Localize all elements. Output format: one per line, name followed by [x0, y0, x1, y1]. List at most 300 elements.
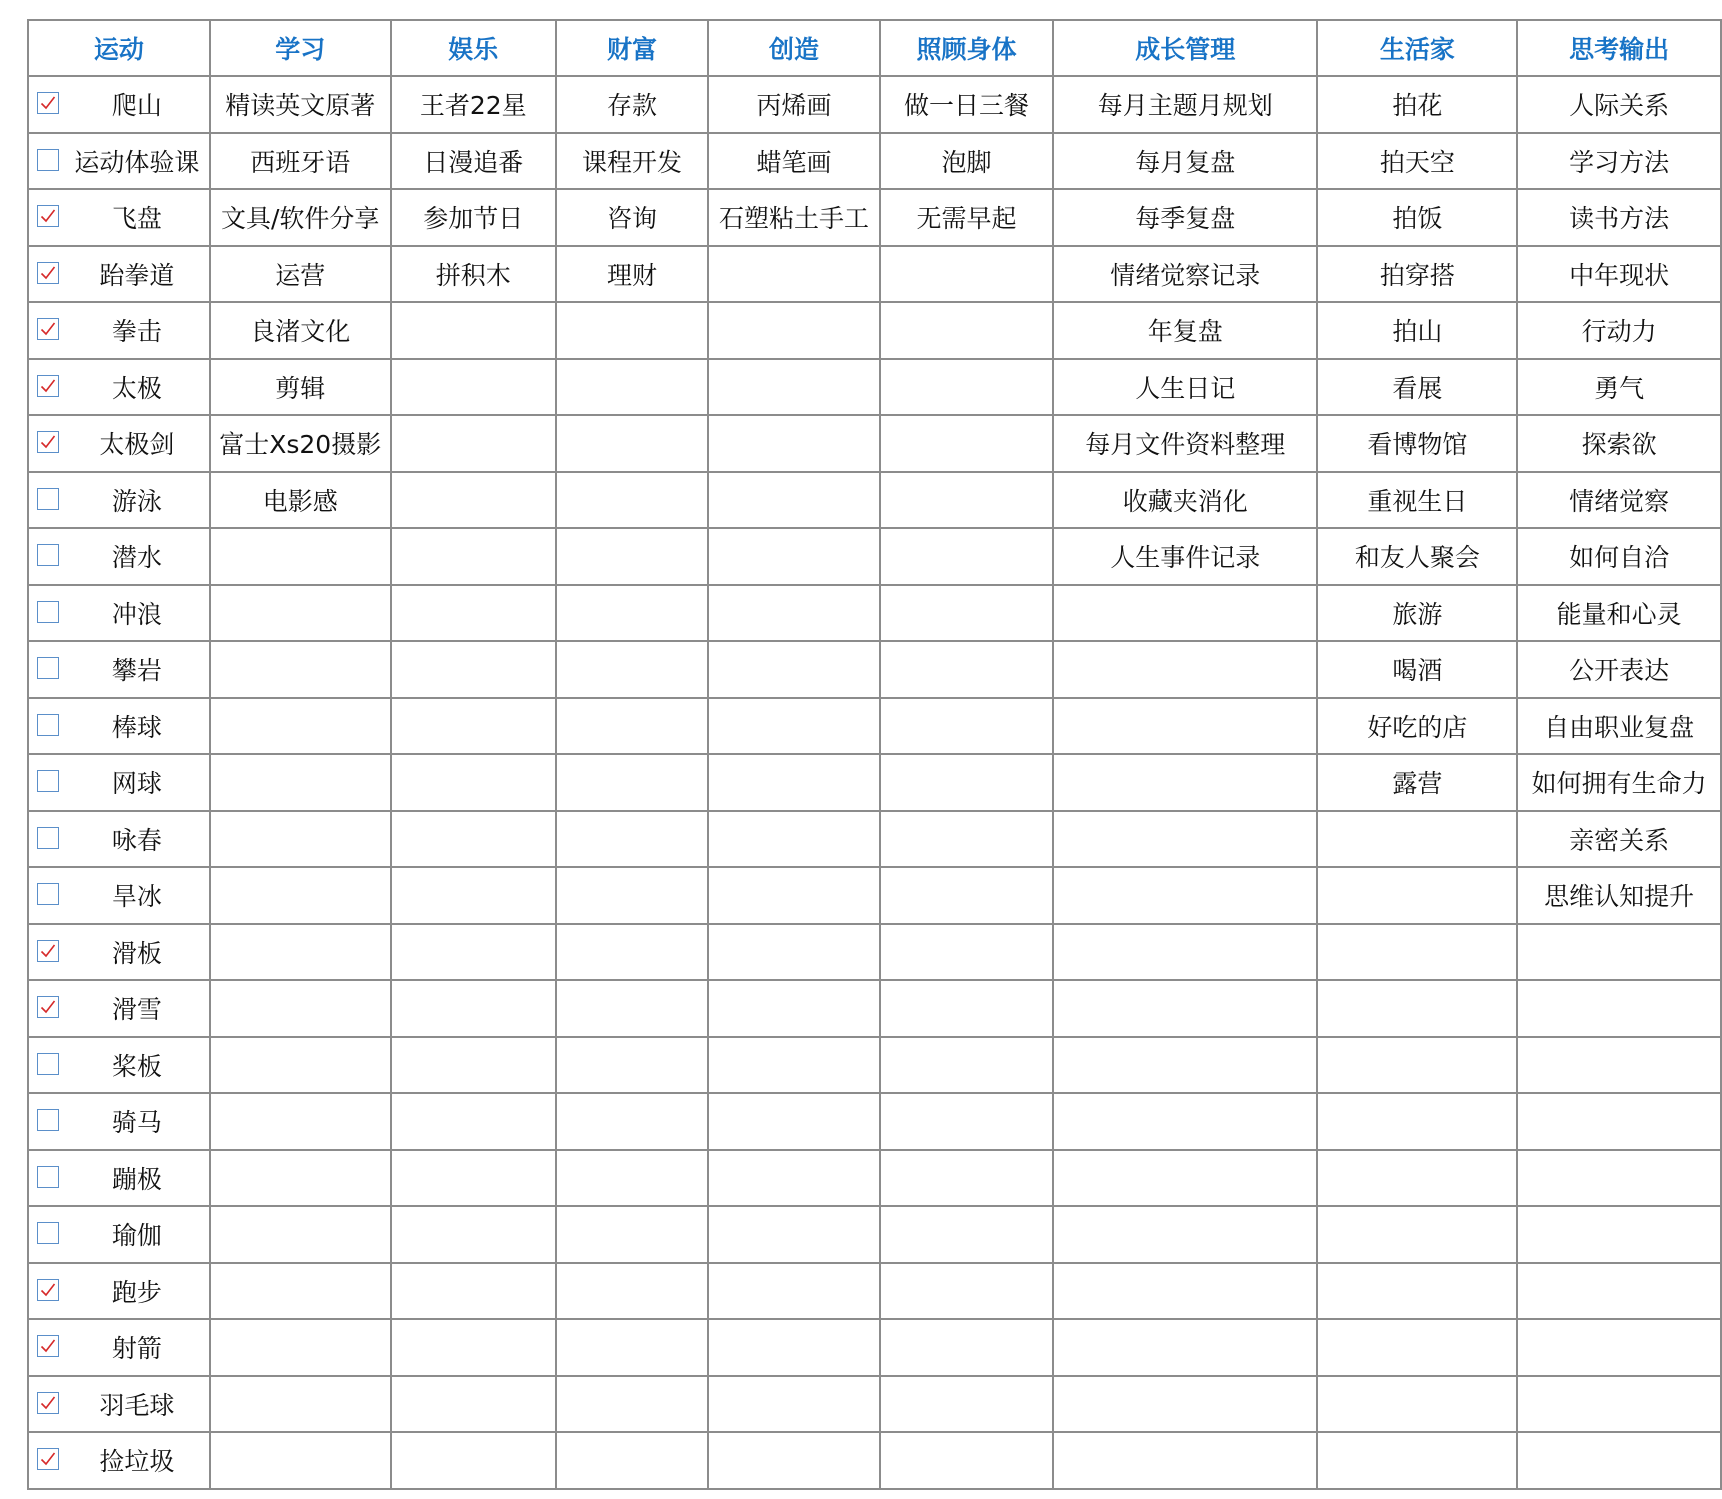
sport-label: 瑜伽 [111, 1221, 162, 1251]
create-cell [708, 924, 880, 981]
body-care-cell [880, 1319, 1053, 1376]
wealth-cell [556, 1432, 708, 1489]
entertainment-cell [391, 1319, 556, 1376]
sport-cell [28, 133, 210, 190]
study-cell [210, 1037, 391, 1094]
body-care-cell [880, 246, 1053, 303]
thinking-output-cell [1517, 980, 1721, 1037]
body-care-cell [880, 472, 1053, 529]
entertainment-cell [391, 1093, 556, 1150]
table-row [28, 1263, 1721, 1320]
create-cell [708, 359, 880, 416]
lifestyle-cell: 重视生日 [1317, 472, 1517, 529]
checkmark-icon [39, 1450, 57, 1468]
wealth-cell [556, 585, 708, 642]
wealth-cell: 咨询 [556, 189, 708, 246]
sport-cell [28, 528, 210, 585]
thinking-output-cell [1517, 1206, 1721, 1263]
checkbox[interactable] [37, 1448, 59, 1470]
column-header-growth-management: 成长管理 [1053, 20, 1317, 76]
column-header-thinking-output: 思考输出 [1517, 20, 1721, 76]
study-cell: 西班牙语 [210, 133, 391, 190]
lifestyle-cell: 拍饭 [1317, 189, 1517, 246]
sport-cell [28, 472, 210, 529]
sport-label: 游泳 [111, 486, 162, 516]
sport-label: 网球 [111, 769, 162, 799]
body-care-cell [880, 1037, 1053, 1094]
entertainment-cell [391, 924, 556, 981]
body-care-cell [880, 415, 1053, 472]
lifestyle-cell: 露营 [1317, 754, 1517, 811]
create-cell: 蜡笔画 [708, 133, 880, 190]
table-row [28, 1150, 1721, 1207]
table-row [28, 754, 1721, 811]
study-cell: 富士Xs20摄影 [210, 415, 391, 472]
thinking-output-cell: 亲密关系 [1517, 811, 1721, 868]
entertainment-cell [391, 528, 556, 585]
growth-management-cell [1053, 1319, 1317, 1376]
sport-label: 滑雪 [111, 995, 162, 1025]
lifestyle-cell [1317, 924, 1517, 981]
thinking-output-cell: 探索欲 [1517, 415, 1721, 472]
growth-management-cell [1053, 754, 1317, 811]
sport-cell [28, 867, 210, 924]
table-row [28, 76, 1721, 133]
body-care-cell: 无需早起 [880, 189, 1053, 246]
checkbox[interactable] [37, 1109, 59, 1131]
sport-label: 跑步 [111, 1277, 162, 1307]
body-care-cell [880, 302, 1053, 359]
table-row [28, 641, 1721, 698]
table-row [28, 133, 1721, 190]
thinking-output-cell: 读书方法 [1517, 189, 1721, 246]
growth-management-cell [1053, 585, 1317, 642]
checkmark-icon [39, 1337, 57, 1355]
lifestyle-cell [1317, 1376, 1517, 1433]
growth-management-cell [1053, 641, 1317, 698]
wealth-cell: 课程开发 [556, 133, 708, 190]
thinking-output-cell: 如何拥有生命力 [1517, 754, 1721, 811]
lifestyle-cell: 看博物馆 [1317, 415, 1517, 472]
entertainment-cell: 日漫追番 [391, 133, 556, 190]
checkbox[interactable] [37, 1279, 59, 1301]
sport-cell [28, 1206, 210, 1263]
checkmark-icon [39, 207, 57, 225]
entertainment-cell [391, 641, 556, 698]
body-care-cell [880, 980, 1053, 1037]
growth-management-cell: 每季复盘 [1053, 189, 1317, 246]
create-cell [708, 754, 880, 811]
checkmark-icon [39, 942, 57, 960]
lifestyle-cell [1317, 1037, 1517, 1094]
wealth-cell [556, 867, 708, 924]
growth-management-cell: 人生日记 [1053, 359, 1317, 416]
table-row [28, 246, 1721, 303]
entertainment-cell [391, 754, 556, 811]
thinking-output-cell: 勇气 [1517, 359, 1721, 416]
sport-label: 羽毛球 [99, 1390, 175, 1420]
sport-cell [28, 246, 210, 303]
thinking-output-cell: 中年现状 [1517, 246, 1721, 303]
create-cell [708, 1376, 880, 1433]
checkbox[interactable] [37, 1392, 59, 1414]
entertainment-cell [391, 1263, 556, 1320]
wealth-cell [556, 1037, 708, 1094]
body-care-cell [880, 641, 1053, 698]
thinking-output-cell: 公开表达 [1517, 641, 1721, 698]
checkbox[interactable] [37, 940, 59, 962]
sport-label: 爬山 [111, 91, 162, 121]
checkmark-icon [39, 998, 57, 1016]
study-cell [210, 867, 391, 924]
wealth-cell [556, 980, 708, 1037]
header-row [28, 20, 1721, 76]
thinking-output-cell: 思维认知提升 [1517, 867, 1721, 924]
checkbox[interactable] [37, 770, 59, 792]
growth-management-cell [1053, 1150, 1317, 1207]
create-cell [708, 1037, 880, 1094]
create-cell [708, 1206, 880, 1263]
checkbox[interactable] [37, 205, 59, 227]
lifestyle-cell: 看展 [1317, 359, 1517, 416]
body-care-cell [880, 528, 1053, 585]
sport-label: 拳击 [111, 317, 162, 347]
table-row [28, 1319, 1721, 1376]
growth-management-cell: 年复盘 [1053, 302, 1317, 359]
body-care-cell [880, 867, 1053, 924]
thinking-output-cell [1517, 924, 1721, 981]
checkbox[interactable] [37, 1053, 59, 1075]
body-care-cell [880, 1263, 1053, 1320]
lifestyle-cell [1317, 1093, 1517, 1150]
wealth-cell [556, 1376, 708, 1433]
table-row [28, 1037, 1721, 1094]
sport-label: 咏春 [111, 825, 162, 855]
study-cell [210, 528, 391, 585]
study-cell [210, 585, 391, 642]
lifestyle-cell [1317, 1206, 1517, 1263]
sport-label: 冲浪 [111, 599, 162, 629]
create-cell [708, 528, 880, 585]
table-row [28, 1376, 1721, 1433]
sport-label: 潜水 [111, 543, 162, 573]
study-cell: 电影感 [210, 472, 391, 529]
entertainment-cell [391, 415, 556, 472]
sport-cell [28, 811, 210, 868]
create-cell [708, 1093, 880, 1150]
column-header-body-care: 照顾身体 [880, 20, 1053, 76]
sport-label: 蹦极 [111, 1164, 162, 1194]
growth-management-cell [1053, 1206, 1317, 1263]
sport-label: 太极 [111, 373, 162, 403]
study-cell: 良渚文化 [210, 302, 391, 359]
study-cell [210, 641, 391, 698]
wealth-cell: 理财 [556, 246, 708, 303]
lifestyle-cell [1317, 980, 1517, 1037]
thinking-output-cell [1517, 1432, 1721, 1489]
lifestyle-cell [1317, 1263, 1517, 1320]
sport-cell [28, 641, 210, 698]
create-cell [708, 246, 880, 303]
sport-cell [28, 1093, 210, 1150]
checkbox[interactable] [37, 883, 59, 905]
thinking-output-cell: 自由职业复盘 [1517, 698, 1721, 755]
table-row [28, 698, 1721, 755]
study-cell: 精读英文原著 [210, 76, 391, 133]
growth-management-cell [1053, 1432, 1317, 1489]
sport-cell [28, 359, 210, 416]
study-cell [210, 1263, 391, 1320]
column-header-create: 创造 [708, 20, 880, 76]
thinking-output-cell: 学习方法 [1517, 133, 1721, 190]
activity-table [27, 19, 1722, 1490]
wealth-cell [556, 1093, 708, 1150]
growth-management-cell [1053, 811, 1317, 868]
table-row [28, 1093, 1721, 1150]
body-care-cell [880, 359, 1053, 416]
sport-label: 骑马 [111, 1108, 162, 1138]
study-cell: 文具/软件分享 [210, 189, 391, 246]
lifestyle-cell: 和友人聚会 [1317, 528, 1517, 585]
body-care-cell [880, 754, 1053, 811]
sport-label: 太极剑 [99, 430, 175, 460]
checkbox[interactable] [37, 431, 59, 453]
wealth-cell [556, 1206, 708, 1263]
create-cell [708, 811, 880, 868]
table-row [28, 811, 1721, 868]
entertainment-cell [391, 1150, 556, 1207]
entertainment-cell [391, 472, 556, 529]
sport-cell [28, 415, 210, 472]
entertainment-cell [391, 811, 556, 868]
thinking-output-cell [1517, 1319, 1721, 1376]
body-care-cell [880, 1206, 1053, 1263]
growth-management-cell [1053, 1376, 1317, 1433]
thinking-output-cell [1517, 1150, 1721, 1207]
checkbox[interactable] [37, 488, 59, 510]
create-cell [708, 1263, 880, 1320]
entertainment-cell: 王者22星 [391, 76, 556, 133]
sport-cell [28, 1319, 210, 1376]
wealth-cell [556, 528, 708, 585]
entertainment-cell [391, 359, 556, 416]
study-cell [210, 1150, 391, 1207]
entertainment-cell [391, 980, 556, 1037]
checkbox[interactable] [37, 375, 59, 397]
column-header-lifestyle: 生活家 [1317, 20, 1517, 76]
checkbox[interactable] [37, 714, 59, 736]
lifestyle-cell: 拍花 [1317, 76, 1517, 133]
entertainment-cell [391, 1432, 556, 1489]
create-cell [708, 302, 880, 359]
sport-cell [28, 1037, 210, 1094]
wealth-cell [556, 1150, 708, 1207]
table-row [28, 415, 1721, 472]
checkbox[interactable] [37, 996, 59, 1018]
create-cell [708, 1319, 880, 1376]
lifestyle-cell: 喝酒 [1317, 641, 1517, 698]
wealth-cell [556, 698, 708, 755]
entertainment-cell [391, 585, 556, 642]
checkmark-icon [39, 433, 57, 451]
table-row [28, 528, 1721, 585]
study-cell: 剪辑 [210, 359, 391, 416]
growth-management-cell: 每月主题月规划 [1053, 76, 1317, 133]
entertainment-cell [391, 1376, 556, 1433]
checkbox[interactable] [37, 92, 59, 114]
entertainment-cell [391, 698, 556, 755]
study-cell: 运营 [210, 246, 391, 303]
growth-management-cell: 每月文件资料整理 [1053, 415, 1317, 472]
sport-cell [28, 698, 210, 755]
body-care-cell: 泡脚 [880, 133, 1053, 190]
table-row [28, 302, 1721, 359]
study-cell [210, 698, 391, 755]
checkmark-icon [39, 1394, 57, 1412]
study-cell [210, 924, 391, 981]
create-cell [708, 698, 880, 755]
sport-label: 滑板 [111, 938, 162, 968]
sport-cell [28, 76, 210, 133]
wealth-cell [556, 1319, 708, 1376]
sport-cell [28, 1432, 210, 1489]
create-cell [708, 867, 880, 924]
wealth-cell [556, 754, 708, 811]
lifestyle-cell [1317, 1319, 1517, 1376]
growth-management-cell [1053, 924, 1317, 981]
thinking-output-cell: 行动力 [1517, 302, 1721, 359]
body-care-cell [880, 1150, 1053, 1207]
growth-management-cell: 人生事件记录 [1053, 528, 1317, 585]
checkmark-icon [39, 320, 57, 338]
study-cell [210, 754, 391, 811]
table-row [28, 359, 1721, 416]
sport-label: 旱冰 [111, 882, 162, 912]
checkbox[interactable] [37, 544, 59, 566]
sport-label: 攀岩 [111, 656, 162, 686]
checkmark-icon [39, 94, 57, 112]
growth-management-cell: 每月复盘 [1053, 133, 1317, 190]
sport-cell [28, 980, 210, 1037]
thinking-output-cell [1517, 1263, 1721, 1320]
table-row [28, 585, 1721, 642]
entertainment-cell [391, 1037, 556, 1094]
checkbox[interactable] [37, 1166, 59, 1188]
growth-management-cell: 收藏夹消化 [1053, 472, 1317, 529]
table-row [28, 924, 1721, 981]
growth-management-cell [1053, 867, 1317, 924]
entertainment-cell [391, 1206, 556, 1263]
lifestyle-cell [1317, 1432, 1517, 1489]
sport-label: 运动体验课 [74, 147, 200, 177]
create-cell [708, 1432, 880, 1489]
sport-cell [28, 1263, 210, 1320]
sport-label: 棒球 [111, 712, 162, 742]
growth-management-cell [1053, 698, 1317, 755]
create-cell [708, 1150, 880, 1207]
sport-cell [28, 924, 210, 981]
sport-label: 射箭 [111, 1334, 162, 1364]
table-row [28, 1432, 1721, 1489]
growth-management-cell: 情绪觉察记录 [1053, 246, 1317, 303]
thinking-output-cell: 人际关系 [1517, 76, 1721, 133]
checkbox[interactable] [37, 1222, 59, 1244]
checkbox[interactable] [37, 601, 59, 623]
checkmark-icon [39, 377, 57, 395]
wealth-cell [556, 924, 708, 981]
study-cell [210, 1206, 391, 1263]
sport-cell [28, 1150, 210, 1207]
table-row [28, 1206, 1721, 1263]
wealth-cell [556, 641, 708, 698]
growth-management-cell [1053, 1037, 1317, 1094]
table-row [28, 867, 1721, 924]
body-care-cell [880, 811, 1053, 868]
sport-cell [28, 302, 210, 359]
lifestyle-cell: 拍天空 [1317, 133, 1517, 190]
body-care-cell: 做一日三餐 [880, 76, 1053, 133]
checkmark-icon [39, 264, 57, 282]
sport-cell [28, 189, 210, 246]
lifestyle-cell: 拍山 [1317, 302, 1517, 359]
checkbox[interactable] [37, 318, 59, 340]
thinking-output-cell: 如何自洽 [1517, 528, 1721, 585]
lifestyle-cell [1317, 1150, 1517, 1207]
sport-label: 跆拳道 [99, 260, 175, 290]
lifestyle-cell: 拍穿搭 [1317, 246, 1517, 303]
wealth-cell [556, 415, 708, 472]
entertainment-cell [391, 867, 556, 924]
body-care-cell [880, 1432, 1053, 1489]
growth-management-cell [1053, 1263, 1317, 1320]
checkbox[interactable] [37, 149, 59, 171]
entertainment-cell: 拼积木 [391, 246, 556, 303]
checkbox[interactable] [37, 827, 59, 849]
lifestyle-cell [1317, 867, 1517, 924]
checkbox[interactable] [37, 262, 59, 284]
sport-cell [28, 754, 210, 811]
thinking-output-cell [1517, 1376, 1721, 1433]
sport-label: 桨板 [111, 1051, 162, 1081]
create-cell [708, 415, 880, 472]
create-cell [708, 980, 880, 1037]
create-cell [708, 641, 880, 698]
checkbox[interactable] [37, 1335, 59, 1357]
create-cell [708, 585, 880, 642]
sport-cell [28, 585, 210, 642]
create-cell [708, 472, 880, 529]
sport-label: 飞盘 [111, 204, 162, 234]
growth-management-cell [1053, 980, 1317, 1037]
thinking-output-cell: 情绪觉察 [1517, 472, 1721, 529]
column-header-entertainment: 娱乐 [391, 20, 556, 76]
lifestyle-cell: 好吃的店 [1317, 698, 1517, 755]
checkbox[interactable] [37, 657, 59, 679]
study-cell [210, 1319, 391, 1376]
column-header-study: 学习 [210, 20, 391, 76]
wealth-cell: 存款 [556, 76, 708, 133]
study-cell [210, 1093, 391, 1150]
table-row [28, 472, 1721, 529]
study-cell [210, 1432, 391, 1489]
body-care-cell [880, 585, 1053, 642]
wealth-cell [556, 359, 708, 416]
growth-management-cell [1053, 1093, 1317, 1150]
entertainment-cell: 参加节日 [391, 189, 556, 246]
thinking-output-cell [1517, 1093, 1721, 1150]
create-cell: 丙烯画 [708, 76, 880, 133]
column-header-wealth: 财富 [556, 20, 708, 76]
